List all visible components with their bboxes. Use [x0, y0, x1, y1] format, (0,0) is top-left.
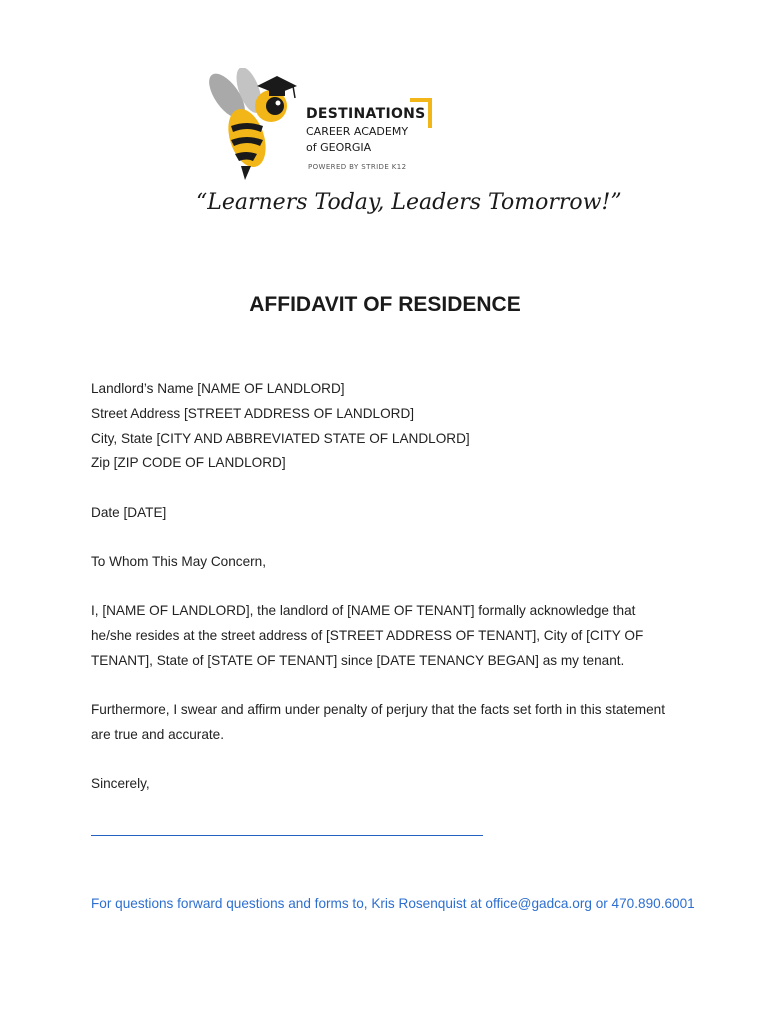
body-paragraph2-line2: are true and accurate. — [91, 727, 224, 742]
logo-name-line2: CAREER ACADEMY — [306, 125, 409, 138]
date-line: Date [DATE] — [91, 505, 167, 520]
logo-name-line3: of GEORGIA — [306, 141, 372, 154]
body-paragraph1-line1: I, [NAME OF LANDLORD], the landlord of [NAME OF TENANT] formally acknowledge that — [91, 603, 636, 618]
school-logo — [205, 68, 440, 183]
logo-powered-by: POWERED BY STRIDE K12 — [308, 163, 407, 171]
body-paragraph2-line1: Furthermore, I swear and affirm under penalty of perjury that the facts set forth in this statement — [91, 702, 665, 717]
landlord-zip-line: Zip [ZIP CODE OF LANDLORD] — [91, 455, 286, 470]
body-paragraph1-line3: TENANT], State of [STATE OF TENANT] since [DATE TENANCY BEGAN] as my tenant. — [91, 653, 625, 668]
logo-name-line1: DESTINATIONS — [306, 106, 426, 122]
landlord-street-line: Street Address [STREET ADDRESS OF LANDLORD] — [91, 406, 415, 421]
salutation: To Whom This May Concern, — [91, 554, 267, 569]
body-paragraph1-line2: he/she resides at the street address of [STREET ADDRESS OF TENANT], City of [CITY OF — [91, 628, 644, 643]
closing: Sincerely, — [91, 776, 150, 791]
signature-line — [91, 835, 483, 836]
contact-footer: For questions forward questions and forms to, Kris Rosenquist at office@gadca.org or 470.890.6001 — [91, 896, 695, 911]
landlord-city-state-line: City, State [CITY AND ABBREVIATED STATE OF LANDLORD] — [91, 431, 470, 446]
document-title: AFFIDAVIT OF RESIDENCE — [249, 293, 521, 316]
school-tagline: “Learners Today, Leaders Tomorrow!” — [196, 190, 622, 215]
landlord-name-line: Landlord’s Name [NAME OF LANDLORD] — [91, 381, 345, 396]
